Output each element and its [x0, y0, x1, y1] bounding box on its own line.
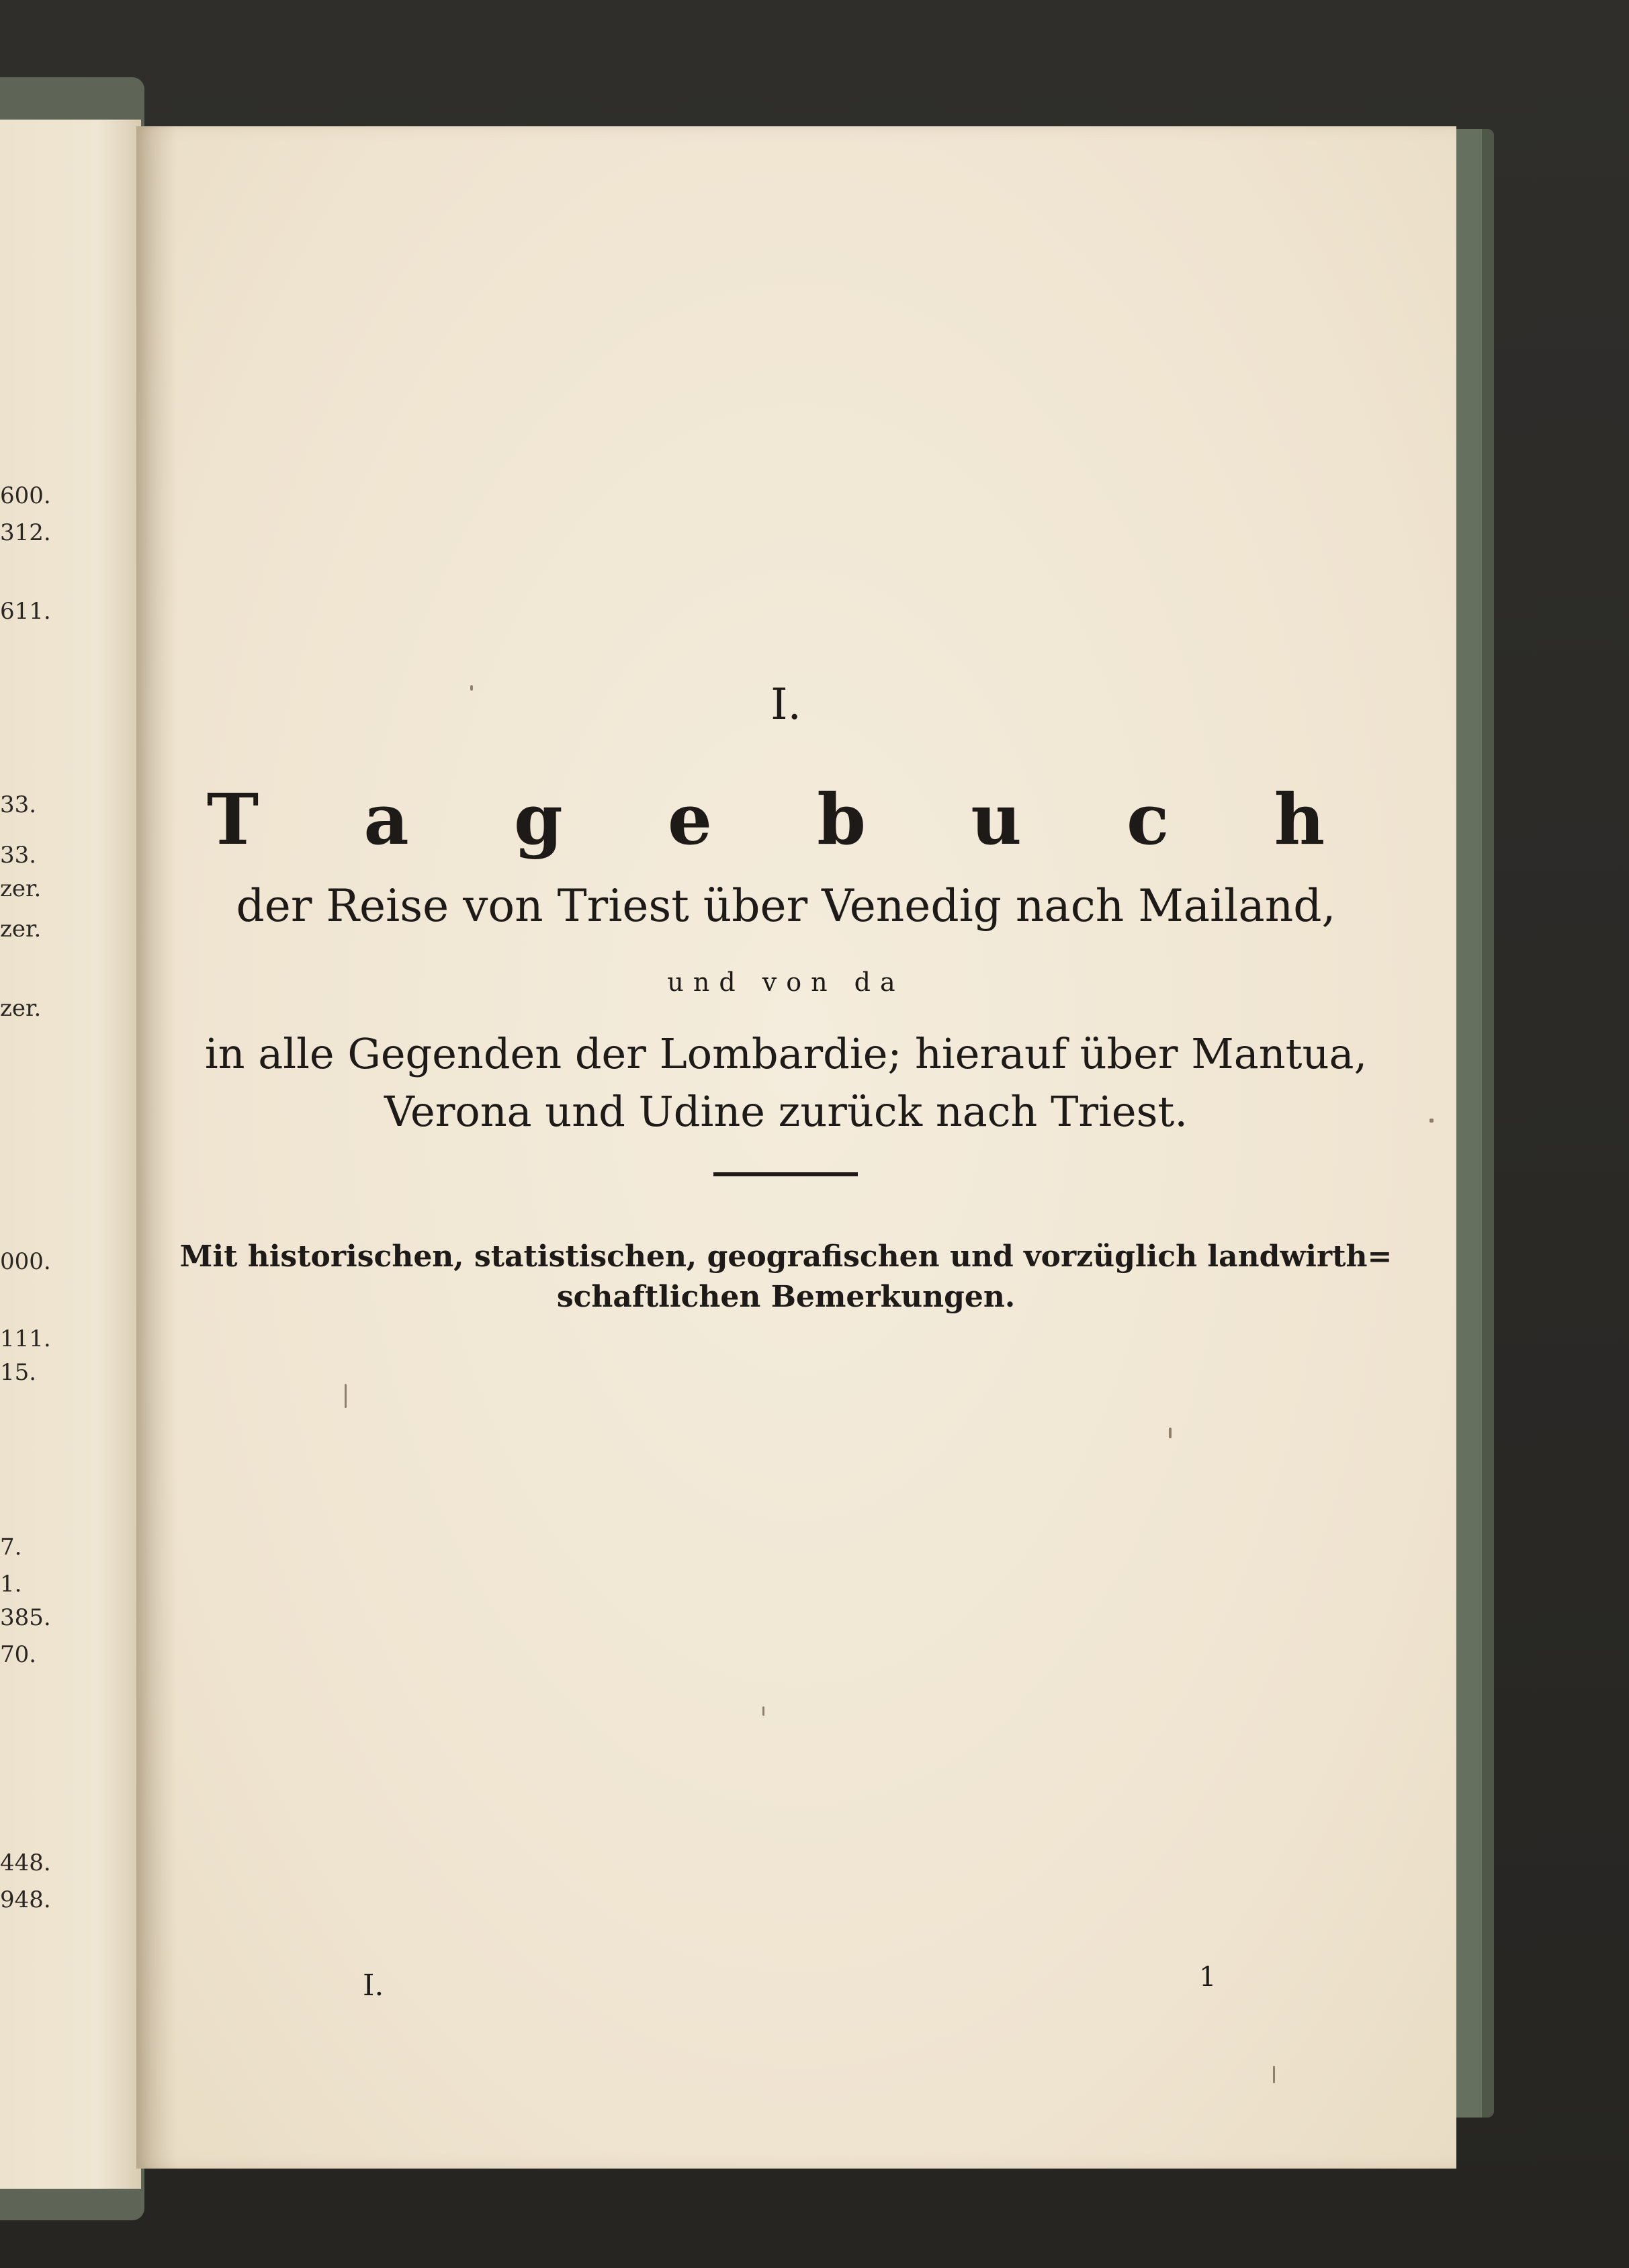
- left-page: [0, 120, 141, 2189]
- paper-speck: [345, 1384, 347, 1408]
- subtitle: der Reise von Triest über Venedig nach Mailand,: [236, 880, 1336, 932]
- left-page-fragment: 600.: [0, 482, 51, 509]
- subtitle-line-3: in alle Gegenden der Lombardie; hierauf über Mantua,: [204, 1029, 1368, 1078]
- left-page-fragment: 385.: [0, 1604, 51, 1631]
- left-page-fragment: 000.: [0, 1248, 51, 1275]
- left-page-fragment: zer.: [0, 875, 42, 902]
- title-page: [136, 126, 1456, 2169]
- paper-speck: [1273, 2066, 1275, 2083]
- left-page-fragment: 312.: [0, 519, 51, 546]
- left-page-fragment: 948.: [0, 1886, 51, 1913]
- left-page-fragment: 33.: [0, 791, 37, 818]
- page-number: 1: [1199, 1962, 1217, 1993]
- gutter-shadow: [136, 126, 177, 2169]
- description-line-2: schaftlichen Bemerkungen.: [556, 1280, 1016, 1314]
- left-page-fragment: 15.: [0, 1359, 37, 1386]
- left-page-fragment: 1.: [0, 1571, 22, 1598]
- left-page-fragment: zer.: [0, 995, 42, 1022]
- chapter-number: I.: [771, 680, 801, 730]
- paper-speck: [1169, 1428, 1172, 1438]
- page-title: T a g e b u c h: [206, 778, 1366, 861]
- divider-rule: [713, 1172, 858, 1176]
- paper-speck: [762, 1706, 764, 1716]
- left-page-fragment: zer.: [0, 916, 42, 943]
- description-line-1: Mit historischen, statistischen, geografischen und vorzüglich landwirth=: [179, 1239, 1393, 1274]
- left-page-fragment: 33.: [0, 842, 37, 869]
- signature-mark: I.: [363, 1968, 384, 2003]
- left-page-fragment: 70.: [0, 1641, 37, 1668]
- connector-text: und von da: [667, 967, 905, 997]
- left-page-fragment: 7.: [0, 1534, 22, 1561]
- left-page-fragment: 111.: [0, 1325, 51, 1352]
- left-page-fragment: 611.: [0, 598, 51, 625]
- subtitle-line-4: Verona und Udine zurück nach Triest.: [384, 1087, 1188, 1136]
- left-page-fragment: 448.: [0, 1849, 51, 1876]
